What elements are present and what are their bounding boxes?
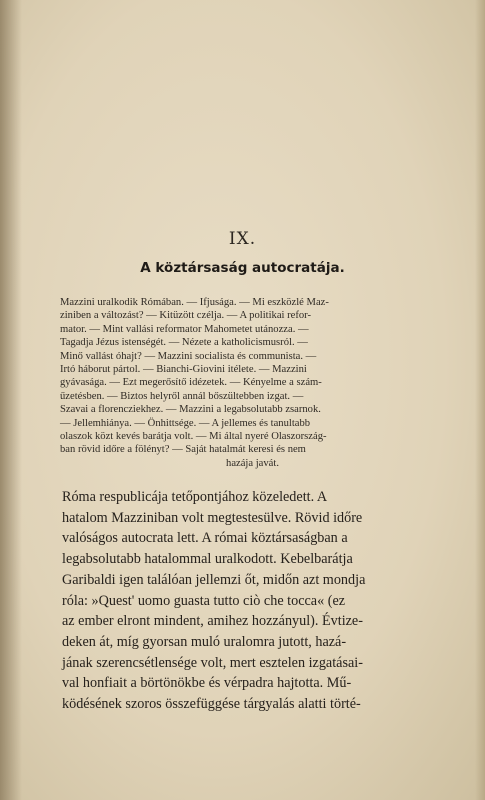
body-line: róla: »Quest' uomo guasta tutto ciò che tocca« (ez <box>62 592 346 609</box>
body-line: valóságos autocrata lett. A római köztársaságban a <box>62 530 348 547</box>
summary-line: Irtó háborut pártol. — Bianchi-Giovini itélete. — Mazzini <box>60 364 307 376</box>
body-line: Róma respublicája tetőpontjához közeledett. A <box>62 489 328 505</box>
body-line: ködésének szoros összefüggése tárgyalás alatti törté- <box>62 696 361 713</box>
summary-line: ziniben a változást? — Kitüzött czélja. — A politikai refor- <box>60 310 312 322</box>
chapter-title: A köztársaság autocratája. <box>140 260 345 276</box>
summary-line: hazája javát. <box>226 457 279 469</box>
summary-line: Tagadja Jézus istenségét. — Nézete a katholicismusról. — <box>60 337 308 349</box>
body-line: val honfiait a börtönökbe és vérpadra hajtotta. Mű- <box>62 675 352 692</box>
body-line: az ember elront mindent, amihez hozzányul). Évtize- <box>62 613 363 630</box>
body-line: hatalom Mazziniban volt megtestesülve. Rövid időre <box>62 509 363 526</box>
summary-line: Mazzini uralkodik Rómában. — Ifjusága. — Mi eszközlé Maz- <box>60 297 329 308</box>
body-paragraph <box>62 487 450 715</box>
summary-line: űzetésben. — Biztos helyről annál bőszültebben izgat. — <box>60 390 304 402</box>
body-line: Garibaldi igen találóan jellemzi őt, midőn azt mondja <box>62 571 366 588</box>
body-line: jának szerencsétlensége volt, mert esztelen izgatásai- <box>62 654 363 671</box>
body-line: legabsolutabb hatalommal uralkodott. Kebelbarátja <box>62 551 353 568</box>
summary-line: ban rövid időre a fölényt? — Saját hatalmát keresi és nem <box>60 444 306 456</box>
summary-line: — Jellemhiánya. — Önhittsége. — A jellemes és tanultabb <box>60 417 311 429</box>
summary-line: olaszok közt kevés barátja volt. — Mi által nyeré Olaszország- <box>60 431 327 443</box>
summary-line: gyávasága. — Ezt megerősítő idézetek. — Kényelme a szám- <box>60 377 322 389</box>
summary-line: mator. — Mint vallási reformator Mahometet utánozza. — <box>60 323 309 335</box>
body-line: deken át, míg gyorsan muló uralomra jutott, hazá- <box>62 633 347 650</box>
chapter-summary <box>60 296 445 470</box>
summary-line: Szavai a florencziekhez. — Mazzini a legabsolutabb zsarnok. <box>60 404 321 416</box>
summary-line: Minő vallást óhajt? — Mazzini socialista és communista. — <box>60 350 317 362</box>
chapter-number: IX. <box>228 229 257 249</box>
